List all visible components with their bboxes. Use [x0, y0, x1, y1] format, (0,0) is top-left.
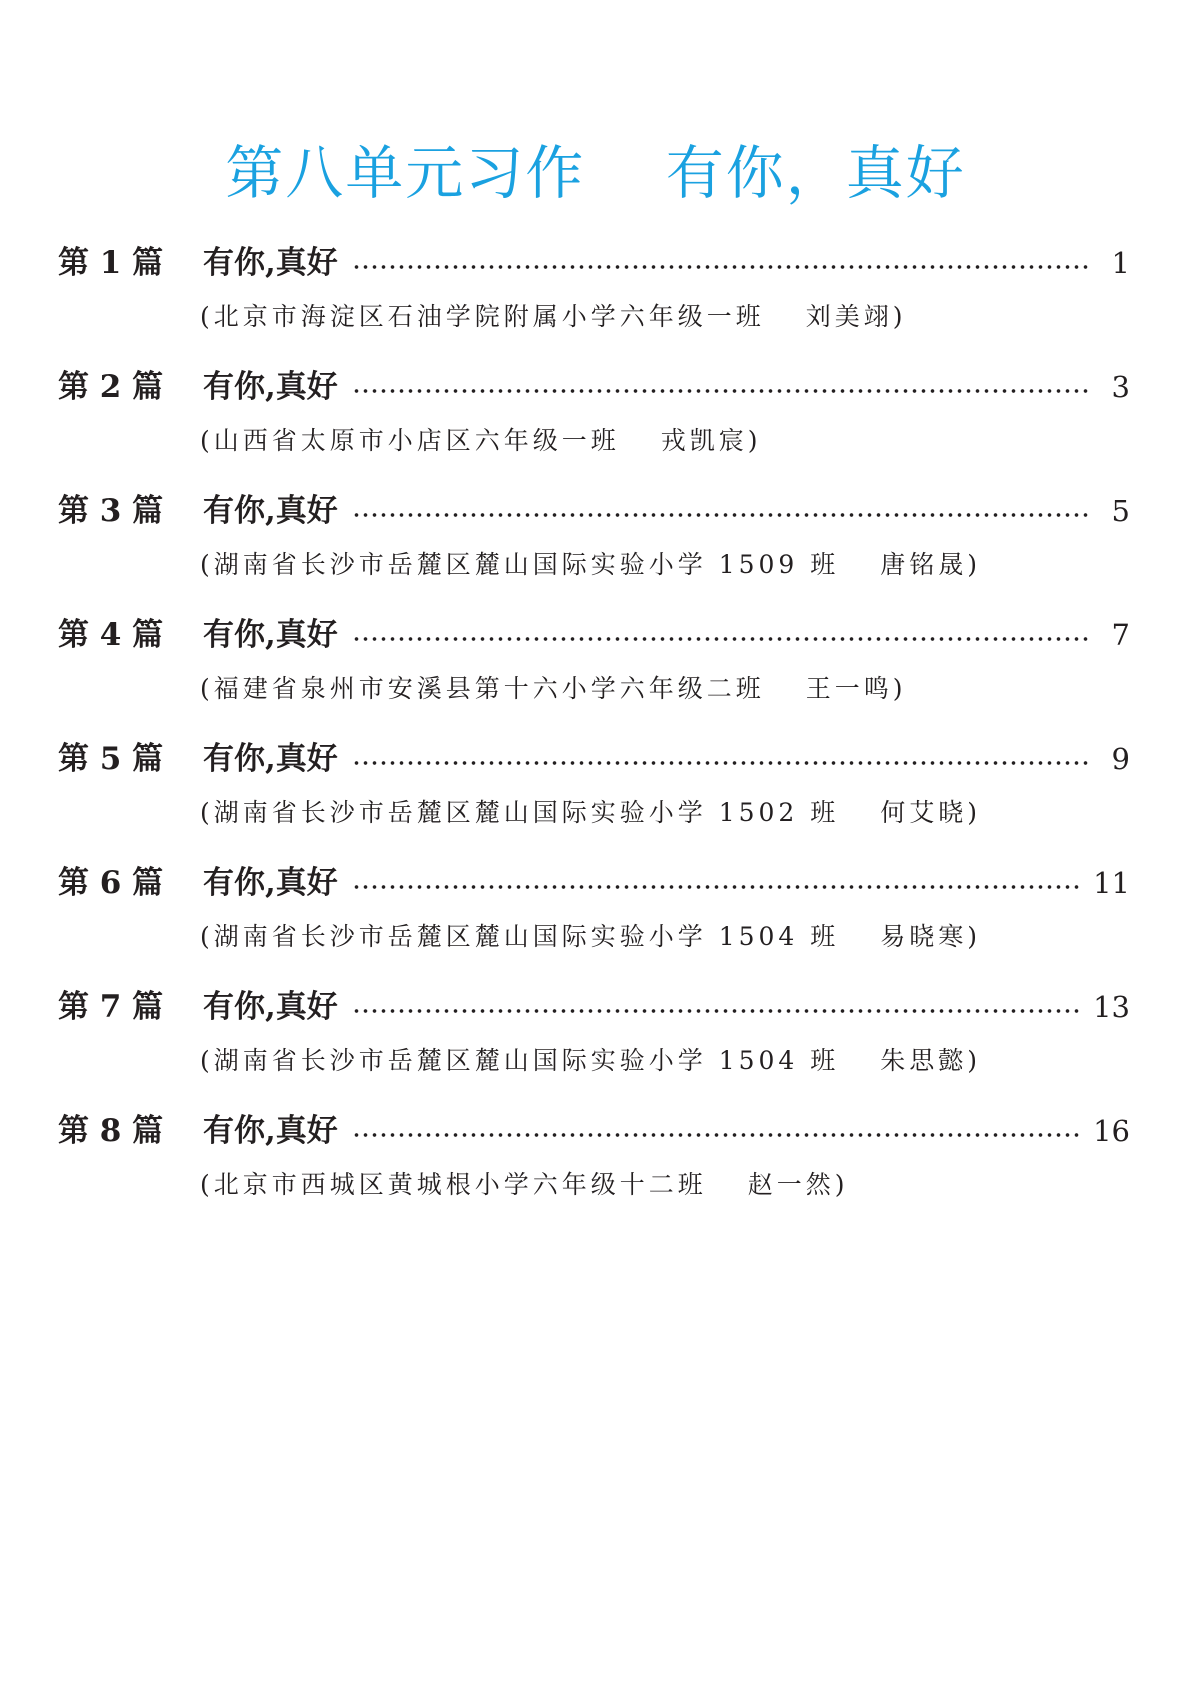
entry-page-number: 11	[1093, 866, 1130, 900]
entry-number: 第 1 篇	[58, 245, 164, 281]
entry-author: (山西省太原市小店区六年级一班 戎凯宸)	[200, 426, 762, 455]
entry-number: 第 4 篇	[58, 617, 164, 653]
toc-entry	[58, 359, 1130, 483]
toc-entry	[58, 483, 1130, 607]
entry-number: 第 6 篇	[58, 865, 164, 901]
entry-title: 有你,真好	[203, 617, 338, 653]
entry-number: 第 3 篇	[58, 493, 164, 529]
entry-author: (湖南省长沙市岳麓区麓山国际实验小学 1504 班 易晓寒)	[200, 922, 981, 951]
entry-page-number: 16	[1093, 1114, 1130, 1148]
toc-entry	[58, 855, 1130, 979]
dot-leader	[352, 1009, 1079, 1013]
entry-number: 第 7 篇	[58, 989, 164, 1025]
entry-title: 有你,真好	[203, 741, 338, 777]
toc-entry	[58, 979, 1130, 1103]
entry-author: (湖南省长沙市岳麓区麓山国际实验小学 1504 班 朱思懿)	[200, 1046, 981, 1075]
entry-author: (北京市海淀区石油学院附属小学六年级一班 刘美翊)	[200, 302, 907, 331]
toc-entry-row[interactable]	[58, 1103, 1130, 1159]
entry-title: 有你,真好	[203, 1113, 338, 1149]
entry-title: 有你,真好	[203, 369, 338, 405]
toc-entry	[58, 1103, 1130, 1227]
toc-entry-row[interactable]	[58, 979, 1130, 1035]
entry-page-number: 1	[1111, 246, 1130, 280]
toc-entry-row[interactable]	[58, 607, 1130, 663]
toc-entry	[58, 235, 1130, 359]
entry-author: (福建省泉州市安溪县第十六小学六年级二班 王一鸣)	[200, 674, 907, 703]
toc-entry-row[interactable]	[58, 235, 1130, 291]
dot-leader	[352, 637, 1092, 641]
toc-entry-row[interactable]	[58, 855, 1130, 911]
entry-number: 第 5 篇	[58, 741, 164, 777]
dot-leader	[352, 513, 1092, 517]
entry-author: (湖南省长沙市岳麓区麓山国际实验小学 1509 班 唐铭晟)	[200, 550, 981, 579]
entry-title: 有你,真好	[203, 493, 338, 529]
dot-leader	[352, 1133, 1079, 1137]
entry-page-number: 13	[1093, 990, 1130, 1024]
dot-leader	[352, 885, 1079, 889]
dot-leader	[352, 389, 1092, 393]
toc-entry	[58, 607, 1130, 731]
toc-entry-row[interactable]	[58, 731, 1130, 787]
page-title: 第八单元习作 有你，真好	[225, 139, 966, 207]
entry-title: 有你,真好	[203, 865, 338, 901]
dot-leader	[352, 265, 1092, 269]
entry-page-number: 9	[1111, 742, 1130, 776]
dot-leader	[352, 761, 1092, 765]
table-of-contents	[58, 235, 1130, 1227]
entry-number: 第 2 篇	[58, 369, 164, 405]
entry-page-number: 5	[1111, 494, 1130, 528]
entry-page-number: 7	[1111, 618, 1130, 652]
toc-entry-row[interactable]	[58, 359, 1130, 415]
entry-author: (湖南省长沙市岳麓区麓山国际实验小学 1502 班 何艾晓)	[200, 798, 981, 827]
toc-entry-row[interactable]	[58, 483, 1130, 539]
entry-author: (北京市西城区黄城根小学六年级十二班 赵一然)	[200, 1170, 849, 1199]
entry-title: 有你,真好	[203, 245, 338, 281]
entry-number: 第 8 篇	[58, 1113, 164, 1149]
entry-title: 有你,真好	[203, 989, 338, 1025]
toc-entry	[58, 731, 1130, 855]
entry-page-number: 3	[1111, 370, 1130, 404]
